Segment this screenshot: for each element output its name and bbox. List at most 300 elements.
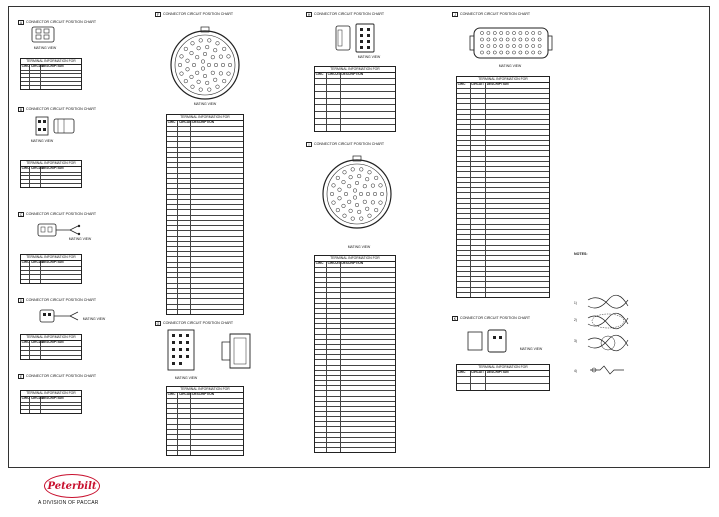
section-header [18, 107, 96, 112]
table-cell [30, 82, 41, 85]
table-cell [471, 146, 486, 150]
table-cell [315, 371, 327, 375]
table-cell [178, 127, 191, 131]
table-cell [315, 402, 327, 406]
connector-pin [184, 47, 188, 51]
table-cell [178, 168, 191, 172]
table-cell [315, 92, 327, 98]
column-header: DESCRIPTION [486, 369, 509, 374]
connector-pin [380, 192, 384, 196]
table-cell [457, 188, 471, 192]
table-cell [178, 142, 191, 146]
table-cell [457, 219, 471, 223]
table-cell [486, 120, 549, 124]
table-row [457, 377, 549, 384]
table-cell [191, 284, 243, 288]
peterbilt-logo [44, 474, 100, 498]
logo-text: Peterbilt [47, 480, 97, 492]
table-cell [341, 427, 395, 431]
table-cell [191, 179, 243, 183]
table-cell [30, 78, 41, 81]
table-cell [315, 381, 327, 385]
table-cell [457, 225, 471, 229]
table-cell [457, 120, 471, 124]
connector-pin [532, 51, 535, 54]
connector-pin [195, 55, 199, 59]
table-cell [178, 132, 191, 136]
wire-legend-symbols [588, 296, 628, 386]
table-cell [341, 422, 395, 426]
connector-pin [512, 51, 515, 54]
table-cell [486, 230, 549, 234]
table-cell [30, 280, 41, 283]
connector-pin [227, 72, 231, 76]
table-row [315, 85, 395, 92]
connector-pin [228, 63, 232, 67]
terminal-table-g [166, 386, 244, 456]
column-header: DESCRIPTION [41, 339, 64, 344]
connector-pin [199, 39, 203, 43]
table-row [315, 99, 395, 106]
table-cell [486, 157, 549, 161]
table-cell [315, 407, 327, 411]
connector-pin [500, 44, 503, 47]
table-cell [471, 104, 486, 108]
table-cell [167, 195, 178, 199]
table-cell [327, 448, 341, 452]
column-header: DESCRIPTION [486, 81, 509, 86]
connector-pin [487, 31, 490, 34]
section-badge: G [156, 322, 160, 326]
table-cell [21, 184, 30, 187]
table-cell [315, 391, 327, 395]
section-header-label: CONNECTOR CIRCUIT POSITION CHART [26, 298, 97, 302]
connector-pin [512, 38, 515, 41]
table-cell [178, 404, 191, 408]
table-cell [30, 406, 41, 409]
connector-pin [186, 59, 190, 63]
connector-caption [80, 318, 108, 322]
table-cell [191, 252, 243, 256]
table-row [21, 410, 81, 413]
table-cell [341, 99, 395, 105]
column-header: CIRCUIT [471, 369, 485, 374]
table-cell [315, 119, 327, 125]
table-cell [471, 172, 486, 176]
table-cell [457, 130, 471, 134]
table-cell [178, 216, 191, 220]
table-cell [486, 214, 549, 218]
table-cell [315, 125, 327, 131]
table-cell [341, 402, 395, 406]
connector-pin [353, 189, 357, 193]
table-cell [21, 71, 30, 74]
column-header: DESCRIPTION [192, 119, 215, 124]
table-cell [191, 137, 243, 141]
table-cell [178, 419, 191, 423]
table-cell [341, 105, 395, 111]
table-cell [471, 230, 486, 234]
table-cell [327, 119, 341, 125]
connector-pin [207, 63, 211, 67]
table-cell [471, 115, 486, 119]
connector-pin [519, 38, 522, 41]
table-cell [457, 246, 471, 250]
table-cell [457, 267, 471, 271]
connector-pin [487, 38, 490, 41]
connector-pin [538, 31, 541, 34]
table-cell [178, 425, 191, 429]
connector-pin [338, 197, 342, 201]
table-cell [167, 132, 178, 136]
connector-pin [195, 71, 199, 75]
section-header [18, 20, 96, 25]
connector-pin [368, 171, 372, 175]
mating-view-label: MATING VIEW [519, 347, 543, 351]
connector-pin [532, 38, 535, 41]
table-cell [327, 350, 341, 354]
connector-pin [480, 31, 483, 34]
connector-pin [184, 79, 188, 83]
table-cell [457, 230, 471, 234]
table-cell [178, 409, 191, 413]
table-cell [327, 314, 341, 318]
section-badge: E [19, 375, 23, 379]
table-cell [167, 231, 178, 235]
table-cell [191, 195, 243, 199]
table-cell [327, 288, 341, 292]
table-cell [341, 417, 395, 421]
connector-pin [538, 51, 541, 54]
table-cell [471, 251, 486, 255]
table-cell [21, 74, 30, 77]
table-title: TERMINAL INFORMATION FOR [167, 115, 243, 121]
table-cell [315, 340, 327, 344]
table-cell [30, 356, 41, 359]
connector-pin [357, 210, 361, 214]
table-cell [486, 256, 549, 260]
table-cell [30, 347, 41, 350]
table-cell [191, 174, 243, 178]
table-cell [315, 288, 327, 292]
table-row [315, 112, 395, 119]
connector-pin [493, 31, 496, 34]
connector-pin [525, 38, 528, 41]
table-cell [341, 304, 395, 308]
connector-pin [512, 31, 515, 34]
table-cell [178, 284, 191, 288]
connector-pin [205, 81, 209, 85]
connector-pin [344, 192, 348, 196]
table-cell [471, 125, 486, 129]
column-header: CIRC [315, 262, 327, 267]
column-header: CIRC [167, 121, 178, 126]
table-cell [178, 399, 191, 403]
table-cell [191, 268, 243, 272]
section-header [452, 316, 530, 321]
notes-title: NOTES: [574, 252, 588, 256]
table-cell [327, 319, 341, 323]
table-cell [457, 240, 471, 244]
table-cell [457, 235, 471, 239]
table-cell [486, 167, 549, 171]
table-cell [327, 422, 341, 426]
connector-pin [216, 85, 220, 89]
table-cell [341, 125, 395, 131]
table-cell [457, 89, 471, 93]
table-cell [167, 226, 178, 230]
table-cell [327, 105, 341, 111]
section-badge: A [19, 21, 23, 25]
connector-pin [506, 38, 509, 41]
table-cell [167, 440, 178, 444]
table-cell [41, 180, 81, 183]
connector-pin [487, 51, 490, 54]
table-cell [167, 409, 178, 413]
connector-pin [493, 38, 496, 41]
table-cell [341, 314, 395, 318]
mating-view-label: MATING VIEW [347, 245, 371, 249]
terminal-table-e [20, 390, 82, 414]
table-cell [327, 335, 341, 339]
circular-connector-diagram [318, 154, 396, 234]
column-header: CIRCUIT [30, 339, 44, 344]
table-cell [327, 273, 341, 277]
connector-pin [338, 188, 342, 192]
mating-view-label: MATING VIEW [357, 55, 381, 59]
table-cell [457, 261, 471, 265]
table-cell [30, 176, 41, 179]
table-cell [315, 99, 327, 105]
connector-pin [351, 168, 355, 172]
column-header: CIRCUIT [30, 63, 44, 68]
table-cell [41, 176, 81, 179]
connector-caption [516, 348, 546, 352]
table-cell [471, 141, 486, 145]
table-cell [327, 366, 341, 370]
table-cell [486, 209, 549, 213]
table-cell [315, 309, 327, 313]
table-cell [486, 225, 549, 229]
column-header: CIRCUIT [179, 119, 192, 124]
table-cell [341, 345, 395, 349]
table-row [21, 280, 81, 283]
table-cell [486, 130, 549, 134]
connector-pin [500, 38, 503, 41]
table-cell [327, 407, 341, 411]
connector-pin [374, 208, 378, 212]
connector-pin [506, 44, 509, 47]
table-cell [327, 79, 341, 85]
table-cell [327, 293, 341, 297]
table-cell [178, 289, 191, 293]
table-cell [41, 356, 81, 359]
table-cell [341, 309, 395, 313]
table-cell [341, 381, 395, 385]
table-cell [457, 256, 471, 260]
table-cell [178, 435, 191, 439]
table-cell [486, 115, 549, 119]
table-cell [167, 299, 178, 303]
legend-num: 4) [574, 369, 577, 373]
table-cell [457, 99, 471, 103]
table-cell [191, 278, 243, 282]
connector-diagram-k [466, 326, 510, 356]
column-header: DESCRIPTION [41, 259, 64, 264]
connector-pin [506, 51, 509, 54]
terminal-table-a [20, 58, 82, 90]
table-cell [41, 280, 81, 283]
table-cell [327, 345, 341, 349]
section-header-label: CONNECTOR CIRCUIT POSITION CHART [26, 374, 97, 378]
mating-view-label: MATING VIEW [174, 376, 198, 380]
table-cell [457, 157, 471, 161]
connector-pin [360, 217, 364, 221]
table-cell [341, 119, 395, 125]
section-header-label: CONNECTOR CIRCUIT POSITION CHART [460, 316, 531, 320]
table-cell [457, 178, 471, 182]
table-cell [327, 304, 341, 308]
table-cell [191, 184, 243, 188]
table-title: TERMINAL INFORMATION FOR [457, 365, 549, 371]
table-cell [457, 293, 471, 297]
table-cell [327, 417, 341, 421]
table-cell [486, 188, 549, 192]
table-cell [21, 173, 30, 176]
table-cell [315, 438, 327, 442]
connector-pin [186, 68, 190, 72]
table-cell [341, 273, 395, 277]
table-cell [457, 277, 471, 281]
section-header [306, 142, 384, 147]
table-cell [315, 329, 327, 333]
table-cell [457, 141, 471, 145]
table-cell [341, 412, 395, 416]
table-cell [486, 136, 549, 140]
table-cell [178, 430, 191, 434]
table-cell [471, 204, 486, 208]
connector-pin [201, 60, 205, 64]
table-cell [315, 335, 327, 339]
table-cell [315, 314, 327, 318]
table-cell [167, 237, 178, 241]
table-cell [167, 419, 178, 423]
table-cell [327, 299, 341, 303]
table-cell [341, 112, 395, 118]
connector-pin [332, 201, 336, 205]
table-cell [30, 86, 41, 89]
table-cell [315, 417, 327, 421]
table-cell [315, 422, 327, 426]
table-cell [41, 406, 81, 409]
table-cell [191, 158, 243, 162]
terminal-table-k [456, 364, 550, 391]
table-cell [21, 78, 30, 81]
table-cell [178, 179, 191, 183]
connector-pin [330, 192, 334, 196]
table-cell [41, 71, 81, 74]
table-cell [471, 151, 486, 155]
table-cell [167, 142, 178, 146]
table-cell [341, 324, 395, 328]
table-cell [167, 263, 178, 267]
section-header [155, 321, 233, 326]
table-cell [457, 167, 471, 171]
table-cell [327, 283, 341, 287]
table-cell [315, 350, 327, 354]
table-cell [341, 268, 395, 272]
table-cell [341, 386, 395, 390]
table-cell [486, 183, 549, 187]
table-cell [21, 275, 30, 278]
connector-diagram-g [166, 328, 256, 376]
table-cell [315, 355, 327, 359]
table-cell [471, 167, 486, 171]
table-cell [191, 299, 243, 303]
table-cell [457, 288, 471, 292]
table-cell [457, 172, 471, 176]
table-cell [178, 294, 191, 298]
table-cell [167, 278, 178, 282]
table-cell [341, 433, 395, 437]
table-cell [30, 275, 41, 278]
table-cell [341, 391, 395, 395]
section-d [18, 298, 96, 303]
connector-diagram-b [28, 115, 78, 139]
connector-pin [208, 39, 212, 43]
section-badge: J [452, 12, 458, 17]
table-cell [457, 115, 471, 119]
table-cell [471, 246, 486, 250]
connector-caption [180, 103, 230, 107]
section-badge: D [19, 299, 23, 303]
table-cell [167, 127, 178, 131]
connector-pin [365, 207, 369, 211]
table-cell [486, 89, 549, 93]
section-header-label: CONNECTOR CIRCUIT POSITION CHART [26, 20, 97, 24]
table-cell [167, 200, 178, 204]
section-h [306, 12, 384, 17]
section-header-label: CONNECTOR CIRCUIT POSITION CHART [460, 12, 531, 16]
section-header-label: CONNECTOR CIRCUIT POSITION CHART [314, 142, 385, 146]
connector-pin [373, 192, 377, 196]
connector-pin [500, 51, 503, 54]
connector-pin [525, 51, 528, 54]
table-title: TERMINAL INFORMATION FOR [21, 391, 81, 397]
table-cell [21, 267, 30, 270]
column-header: CIRC [21, 259, 30, 264]
table-cell [178, 242, 191, 246]
table-cell [30, 403, 41, 406]
connector-pin [374, 176, 378, 180]
terminal-table-b [20, 160, 82, 188]
table-cell [191, 247, 243, 251]
table-cell [457, 125, 471, 129]
table-cell [178, 174, 191, 178]
table-row [457, 384, 549, 390]
table-cell [457, 162, 471, 166]
connector-pin [211, 71, 215, 75]
table-cell [21, 356, 30, 359]
table-cell [486, 293, 549, 297]
table-cell [315, 112, 327, 118]
table-cell [167, 158, 178, 162]
table-cell [471, 282, 486, 286]
table-cell [315, 448, 327, 452]
table-cell [167, 148, 178, 152]
connector-pin [519, 31, 522, 34]
section-header-label: CONNECTOR CIRCUIT POSITION CHART [314, 12, 385, 16]
